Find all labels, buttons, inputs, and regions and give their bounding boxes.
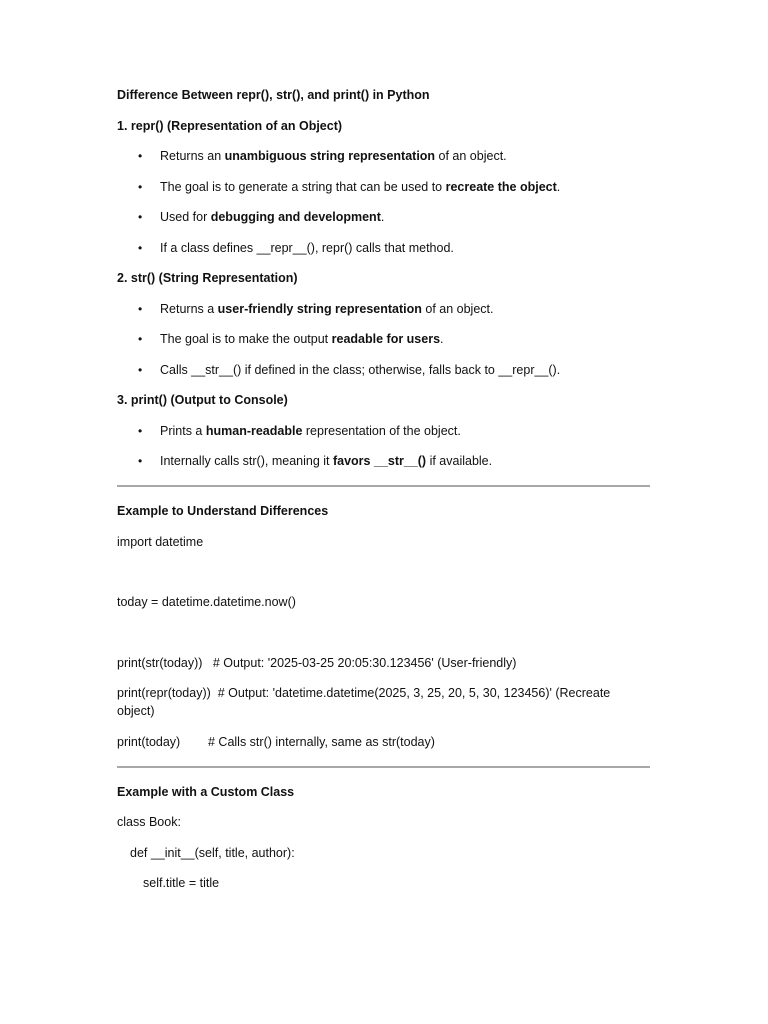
list-item: • Returns a user-friendly string representation of an object. <box>138 301 494 316</box>
list-item: • Used for debugging and development. <box>138 210 385 224</box>
list-item: • Returns an unambiguous string representation of an object. <box>138 149 507 163</box>
bullet-icon: • <box>138 149 143 163</box>
horizontal-rule <box>117 766 650 768</box>
example-heading: Example with a Custom Class <box>117 784 295 799</box>
blank-line <box>117 624 650 654</box>
code-line-print-today: print(today) # Calls str() internally, same as str(today) <box>117 734 435 749</box>
horizontal-rule <box>117 485 650 487</box>
code-line-print-repr: print(repr(today)) # Output: 'datetime.datetime(2025, 3, 25, 20, 5, 30, 123456)' (Recreate object) <box>117 686 614 718</box>
document-title: Difference Between repr(), str(), and print() in Python <box>117 88 430 102</box>
blank-line <box>117 563 650 593</box>
repr-bullet-list <box>117 147 650 257</box>
bullet-icon: • <box>138 210 143 224</box>
code-line-self-title: self.title = title <box>143 876 220 890</box>
print-bullet-list <box>117 422 650 471</box>
section-heading-print: 3. print() (Output to Console) <box>117 393 288 407</box>
section-heading-repr: 1. repr() (Representation of an Object) <box>117 118 343 133</box>
section-heading-str: 2. str() (String Representation) <box>117 271 298 285</box>
document-page <box>117 86 650 905</box>
bullet-icon: • <box>138 301 143 316</box>
list-item: • Prints a human-readable representation of the object. <box>138 423 461 438</box>
example-heading: Example to Understand Differences <box>117 504 329 518</box>
list-item: • Internally calls str(), meaning it favors __str__() if available. <box>138 454 493 468</box>
code-line-today: today = datetime.datetime.now() <box>117 595 296 609</box>
bullet-icon: • <box>138 179 143 194</box>
list-item: • The goal is to make the output readable for users. <box>138 332 444 346</box>
bullet-icon: • <box>138 240 143 255</box>
str-bullet-list <box>117 300 650 379</box>
list-item: • Calls __str__() if defined in the class; otherwise, falls back to __repr__(). <box>138 362 561 377</box>
bullet-icon: • <box>138 332 143 346</box>
bullet-icon: • <box>138 362 143 377</box>
code-line-class: class Book: <box>117 815 181 829</box>
code-line-def: def __init__(self, title, author): <box>130 845 295 860</box>
list-item: • If a class defines __repr__(), repr() calls that method. <box>138 240 454 255</box>
code-line-print-str: print(str(today)) # Output: '2025-03-25 20:05:30.123456' (User-friendly) <box>117 655 517 670</box>
list-item: • The goal is to generate a string that can be used to recreate the object. <box>138 179 561 194</box>
code-line-import: import datetime <box>117 534 204 549</box>
bullet-icon: • <box>138 454 143 468</box>
bullet-icon: • <box>138 423 143 438</box>
